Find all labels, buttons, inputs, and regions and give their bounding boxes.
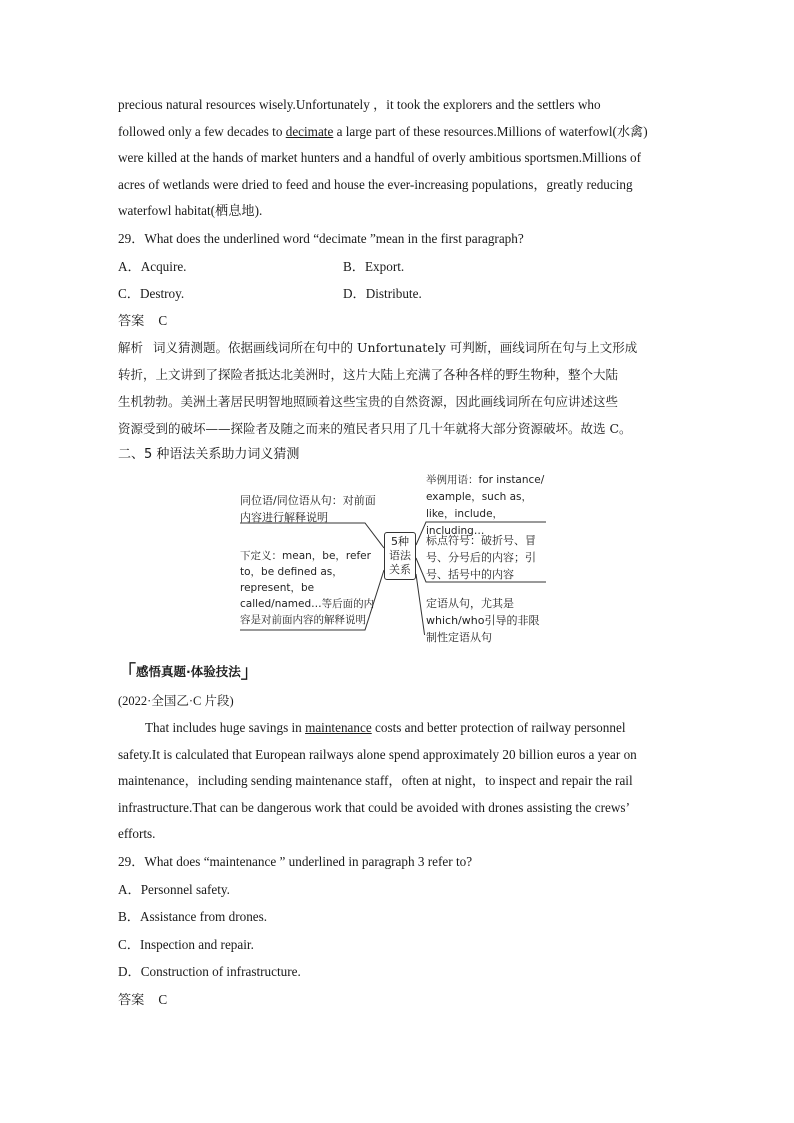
connector-left-top [240, 523, 384, 548]
answer-line [118, 986, 678, 1013]
passage-line: waterfowl habitat(栖息地). [118, 203, 263, 218]
underlined-word-maintenance: maintenance [305, 720, 372, 735]
document-body [118, 92, 678, 468]
passage-line [118, 119, 678, 146]
banner-text: 感悟真题·体验技法 [136, 664, 241, 679]
text-segment: a large part of these resources.Millions of waterfowl(水禽) [333, 123, 648, 139]
section-title: 二、5 种语法关系助力词义猜测 [118, 446, 300, 462]
mind-node-attributive-clause: 定语从句，尤其是which/who引导的非限制性定语从句 [426, 597, 540, 644]
analysis-line [118, 334, 678, 361]
text-segment: followed only a few decades to [118, 123, 286, 139]
passage-2 [118, 715, 678, 848]
option-b: B．Export. [343, 258, 405, 274]
option-d: D．Distribute. [343, 285, 422, 301]
text-segment: That includes huge savings in [145, 720, 306, 735]
passage-1 [118, 92, 678, 225]
answer-value: C [158, 312, 168, 328]
mind-node-definition: 下定义：mean，be，refer to，be defined as，represent，be called/named…等后面的内容是对前面内容的解释说明 [240, 550, 375, 626]
underlined-word-decimate: decimate [285, 123, 334, 139]
answer-value: C [158, 991, 168, 1007]
mind-node-center: 5种语法关系 [384, 532, 416, 580]
option-b: B．Assistance from drones. [118, 909, 268, 924]
analysis-label: 解析 [118, 339, 144, 355]
option-d: D．Construction of infrastructure. [118, 964, 301, 979]
options-row [118, 253, 678, 280]
bracket-close: 」 [240, 662, 259, 683]
analysis-line: 生机勃勃。美洲土著居民明智地照顾着这些宝贵的自然资源，因此画线词所在句应讲述这些 [118, 393, 619, 409]
source-note: (2022·全国乙·C 片段) [118, 694, 234, 708]
option-c: C．Destroy. [118, 285, 185, 301]
analysis [118, 334, 678, 442]
passage-line: precious natural resources wisely.Unfortunately ，it took the explorers and the settlers who [118, 97, 601, 112]
question-29-b: 29．What does “maintenance ” underlined in paragraph 3 refer to? [118, 853, 473, 869]
analysis-line: 资源受到的破坏——探险者及随之而来的殖民者只用了几十年就将大部分资源破坏。故选 C。 [118, 420, 632, 436]
section-banner [118, 662, 259, 682]
option-c: C．Inspection and repair. [118, 936, 254, 952]
options-row [118, 280, 678, 307]
document-body-2 [118, 688, 678, 1013]
passage-line: safety.It is calculated that European railways alone spend approximately 20 billion euros a year on [118, 746, 637, 762]
passage-line [118, 715, 678, 742]
answer-label: 答案 [118, 991, 145, 1007]
mind-map [240, 470, 550, 644]
passage-line: efforts. [118, 826, 156, 841]
passage-line: maintenance，including sending maintenance staff，often at night，to inspect and repair the rail [118, 773, 633, 788]
option-a: A．Acquire. [118, 258, 187, 274]
answer-line [118, 307, 678, 334]
mind-node-examples: 举例用语：for instance/ example，such as，like，include，including… [426, 474, 545, 537]
passage-line: infrastructure.That can be dangerous work that could be avoided with drones assisting the crews’ [118, 799, 630, 815]
mind-node-appositive: 同位语/同位语从句：对前面内容进行解释说明 [240, 494, 376, 524]
passage-line: acres of wetlands were dried to feed and house the ever-increasing populations，greatly reducing [118, 176, 633, 192]
analysis-text: 词义猜测题。依据画线词所在句中的 Unfortunately 可判断，画线词所在句与上文形成 [153, 339, 638, 355]
question-29: 29．What does the underlined word “decimate ”mean in the first paragraph? [118, 230, 524, 246]
passage-line: were killed at the hands of market hunters and a handful of overly ambitious sportsmen.Millions of [118, 150, 641, 165]
analysis-line: 转折，上文讲到了探险者抵达北美洲时，这片大陆上充满了各种各样的野生物种，整个大陆 [118, 366, 619, 382]
bracket-open: 「 [118, 662, 136, 683]
text-segment: costs and better protection of railway personnel [371, 720, 626, 735]
option-a: A．Personnel safety. [118, 881, 230, 897]
mind-node-punctuation: 标点符号：破折号、冒号、分号后的内容；引号、括号中的内容 [426, 534, 536, 581]
answer-label: 答案 [118, 312, 145, 328]
